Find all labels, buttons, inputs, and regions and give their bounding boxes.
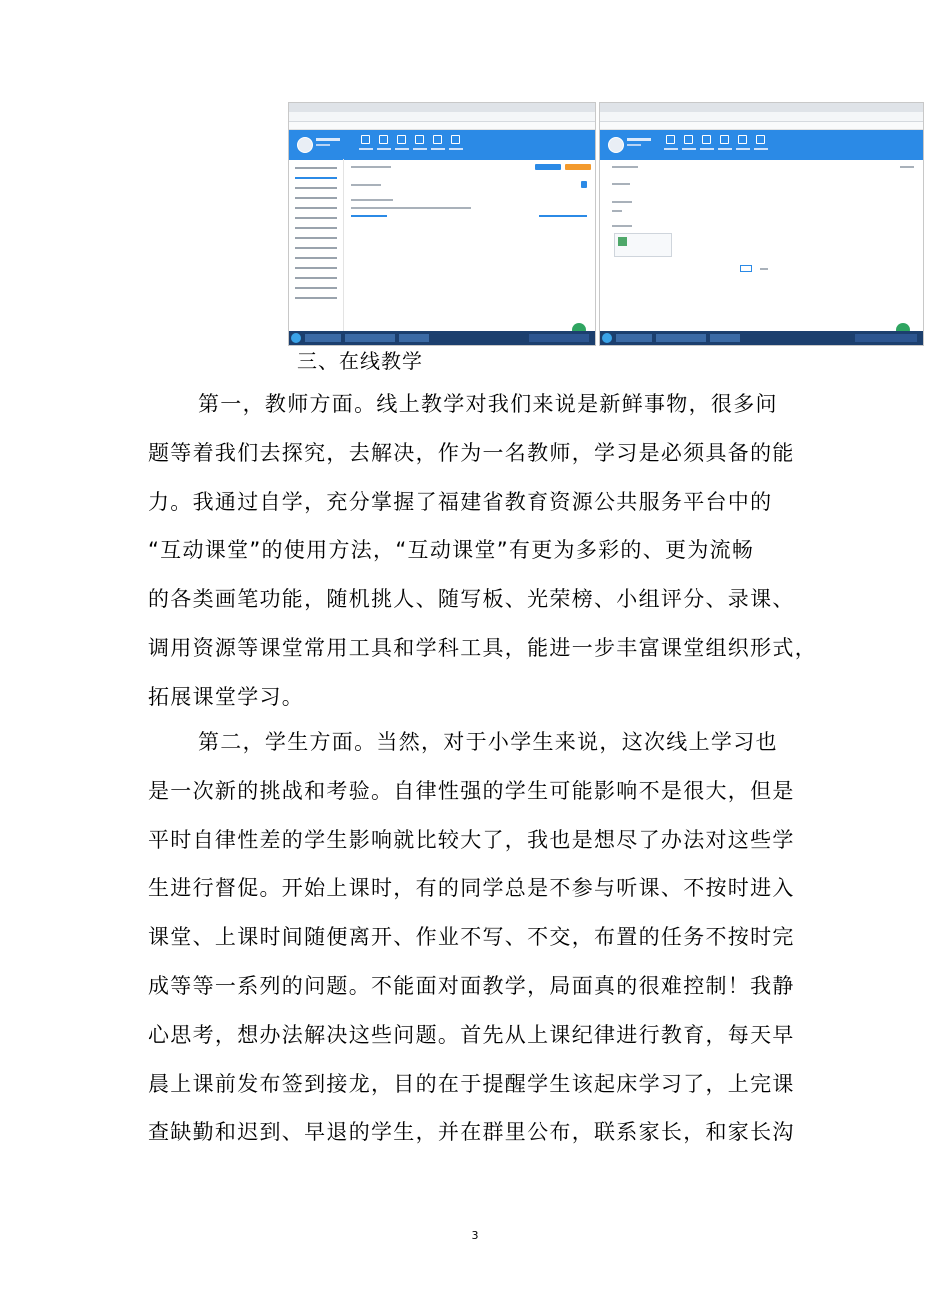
search-button [581,181,587,188]
nav-icon [451,135,460,144]
app-header [289,130,595,160]
content-text [351,199,393,201]
screenshot-right [599,102,924,346]
browser-address-bar [600,112,923,122]
content-text [900,166,914,168]
app-user-name [627,138,651,141]
nav-icon [702,135,711,144]
text-line: 第二，学生方面。当然，对于小学生来说，这次线上学习也 [198,730,778,754]
text-line: 是一次新的挑战和考验。自律性强的学生可能影响不是很大，但是 [148,778,795,803]
content-text [760,268,768,270]
nav-icon [684,135,693,144]
text-line: 拓展课堂学习。 [148,684,305,709]
app-nav-labels [664,148,768,150]
nav-icon [666,135,675,144]
action-button [535,164,561,170]
nav-icon [738,135,747,144]
taskbar [600,331,923,345]
app-sidebar [289,159,344,331]
action-button [565,164,591,170]
pager-button [740,265,752,272]
content-text [351,215,387,217]
image-icon [618,237,627,246]
browser-bookmarks-bar [600,122,923,130]
text-line: 调用资源等课堂常用工具和学科工具，能进一步丰富课堂组织形式， [148,635,817,660]
content-text [612,210,622,212]
text-line: 查缺勤和迟到、早退的学生，并在群里公布，联系家长，和家长沟 [148,1120,795,1145]
page-number: 3 [471,1229,479,1242]
content-text [612,201,632,203]
browser-address-bar [289,112,595,122]
app-user-role [316,144,330,146]
nav-icon [379,135,388,144]
app-nav-labels [359,148,463,150]
text-line: 题等着我们去探究，去解决，作为一名教师，学习是必须具备的能 [148,440,795,465]
section-heading: 三、在线教学 [297,349,423,373]
app-user-role [627,144,641,146]
nav-icon [415,135,424,144]
content-text [351,166,391,168]
content-text [612,183,630,185]
text-line: “互动课堂”的使用方法，“互动课堂”有更为多彩的、更为流畅 [148,538,755,563]
text-line: 平时自律性差的学生影响就比较大了，我也是想尽了办法对这些学 [148,827,795,852]
content-text [351,207,471,209]
nav-icon [397,135,406,144]
nav-icon [720,135,729,144]
browser-bookmarks-bar [289,122,595,130]
text-line: 课堂、上课时间随便离开、作业不写、不交，布置的任务不按时完 [148,925,795,950]
start-icon [291,333,301,343]
start-icon [602,333,612,343]
text-line: 晨上课前发布签到接龙，目的在于提醒学生该起床学习了，上完课 [148,1071,795,1096]
text-line: 成等等一系列的问题。不能面对面教学，局面真的很难控制！我静 [148,973,795,998]
text-line: 生进行督促。开始上课时，有的同学总是不参与听课、不按时进入 [148,876,795,901]
text-line: 的各类画笔功能，随机挑人、随写板、光荣榜、小组评分、录课、 [148,587,795,612]
content-text [612,166,638,168]
content-text [612,225,632,227]
screenshot-left [288,102,596,346]
paragraph-teacher [148,380,828,722]
app-nav-icons [361,135,460,144]
text-line: 第一，教师方面。线上教学对我们来说是新鲜事物，很多问 [198,392,778,416]
content-text [539,215,587,217]
browser-tab-bar [600,103,923,112]
nav-icon [361,135,370,144]
content-text [351,184,381,186]
avatar [297,137,313,153]
screenshot-strip [288,102,924,346]
paragraph-student [148,718,828,1157]
browser-tab-bar [289,103,595,112]
app-nav-icons [666,135,765,144]
text-line: 心思考，想办法解决这些问题。首先从上课纪律进行教育，每天早 [148,1022,795,1047]
app-user-name [316,138,340,141]
nav-icon [756,135,765,144]
nav-icon [433,135,442,144]
taskbar [289,331,595,345]
text-line: 力。我通过自学，充分掌握了福建省教育资源公共服务平台中的 [148,489,773,514]
avatar [608,137,624,153]
attachment-thumbnail [614,233,672,257]
app-header [600,130,923,160]
